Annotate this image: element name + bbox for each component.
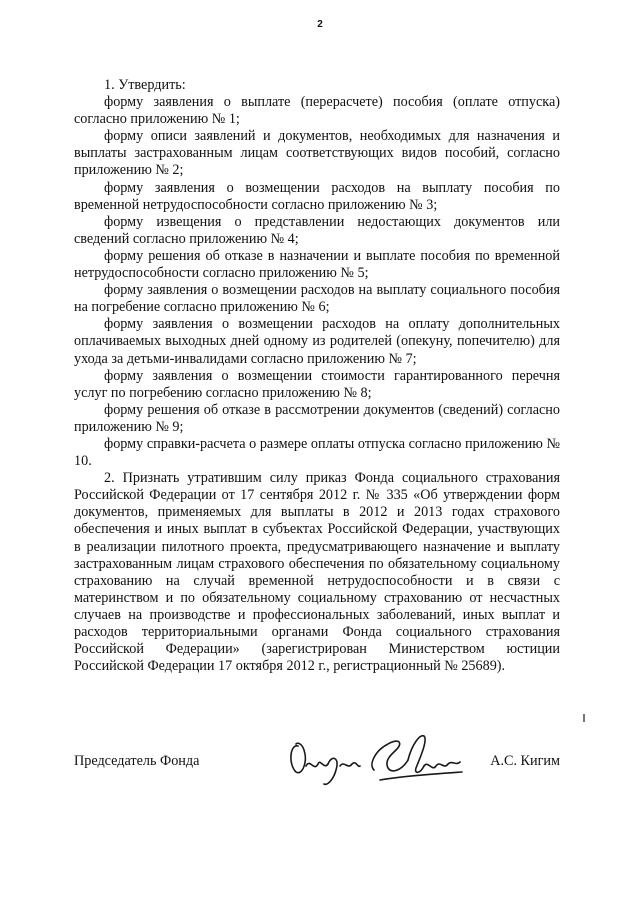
scan-mark [583,714,585,722]
signatory-title: Председатель Фонда [74,753,200,769]
document-body [74,77,560,675]
signatory-name: А.С. Кигим [490,753,560,769]
paragraph-approve: 1. Утвердить: [104,77,186,93]
page-number: 2 [317,19,323,30]
paragraph-form-8: форму заявления о возмещении стоимости гарантированного перечня услуг по погребению согласно приложению № 8; [74,367,560,401]
paragraph-repeal: 2. Признать утратившим силу приказ Фонда социального страхования Российской Федерации от 17 сентября 2012 г. № 335 «Об утверждении форм документов, применяемых для выплаты в 2012 и 2013 годах страхового обеспечения и иных выплат в субъектах Российской Федерации, участвующих в реализации пилотного проекта, предусматривающего назначение и выплату застрахованным лицам страхового обеспечения по обязательному социальному страхованию на случай временной нетрудоспособности и в связи с материнством и по обязательному социальному страхованию от несчастных случаев на производстве и профессиональных заболеваний, иных выплат и расходов территориальными органами Фонда социального страхования Российской Федерации» (зарегистрирован Министерством юстиции Российской Федерации 17 октября 2012 г., регистрационный № 25689). [74,470,560,675]
paragraph-form-9: форму решения об отказе в рассмотрении документов (сведений) согласно приложению № 9; [74,401,560,435]
paragraph-form-7: форму заявления о возмещении расходов на оплату дополнительных оплачиваемых выходных дней одному из родителей (опекуну, попечителю) для ухода за детьми-инвалидами согласно приложению № 7; [74,316,560,367]
paragraph-form-6: форму заявления о возмещении расходов на выплату социального пособия на погребение согласно приложению № 6; [74,282,560,316]
paragraph-form-4: форму извещения о представлении недостающих документов или сведений согласно приложению № 4; [74,213,560,247]
paragraph-form-3: форму заявления о возмещении расходов на выплату пособия по временной нетрудоспособности согласно приложению № 3; [74,179,560,213]
handwritten-signature [284,724,466,796]
paragraph-form-5: форму решения об отказе в назначении и выплате пособия по временной нетрудоспособности согласно приложению № 5; [74,247,560,282]
paragraph-form-1: форму заявления о выплате (перерасчете) пособия (оплате отпуска) согласно приложению № 1; [74,94,560,128]
paragraph-form-2: форму описи заявлений и документов, необходимых для назначения и выплаты застрахованным лицам соответствующих видов пособий, согласно приложению № 2; [74,128,560,179]
paragraph-form-10: форму справки-расчета о размере оплаты отпуска согласно приложению № 10. [74,435,560,470]
